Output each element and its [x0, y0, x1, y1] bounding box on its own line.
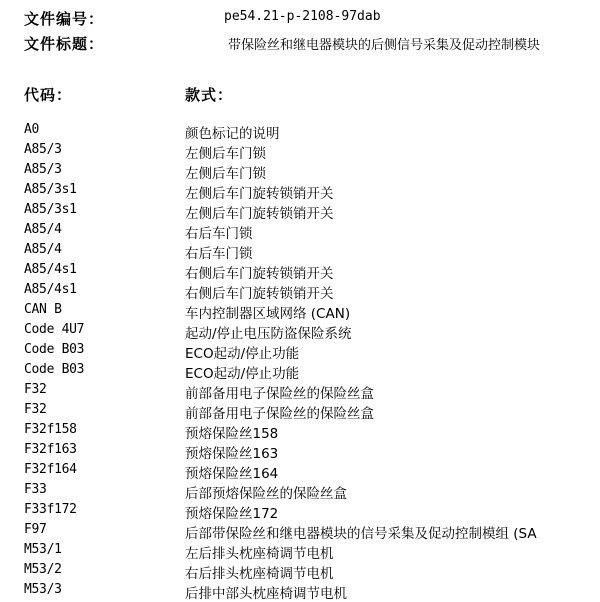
row-description: 左侧后车门旋转锁销开关	[185, 186, 334, 202]
row-code: F32	[24, 402, 47, 417]
row-code: CAN B	[24, 302, 62, 317]
row-description: 右侧后车门旋转锁销开关	[185, 266, 334, 282]
table-row	[24, 341, 600, 361]
row-description: 左侧后车门锁	[185, 146, 266, 162]
description-column-header: 款式：	[185, 86, 234, 104]
row-description: 起动/停止电压防盗保险系统	[185, 326, 352, 342]
table-row	[24, 561, 600, 581]
row-code: A85/3s1	[24, 182, 77, 197]
table-row	[24, 201, 600, 221]
file-title-value: 带保险丝和继电器模块的后侧信号采集及促动控制模块	[228, 38, 541, 53]
row-code: A85/3	[24, 162, 62, 177]
row-description: ECO起动/停止功能	[185, 366, 300, 382]
table-row	[24, 121, 600, 141]
row-description: 前部备用电子保险丝的保险丝盒	[185, 386, 374, 402]
table-row	[24, 281, 600, 301]
row-description: 车内控制器区域网络 (CAN)	[185, 306, 351, 322]
row-description: 后排中部头枕座椅调节电机	[185, 586, 347, 602]
table-row	[24, 501, 600, 521]
table-row	[24, 361, 600, 381]
row-code: F32f158	[24, 422, 77, 437]
code-column-header: 代码：	[24, 86, 73, 104]
column-headers	[24, 84, 600, 106]
row-code: A85/3	[24, 142, 62, 157]
row-code: A85/4	[24, 222, 62, 237]
table-row	[24, 581, 600, 601]
row-code: F33	[24, 482, 47, 497]
table-row	[24, 541, 600, 561]
row-code: A85/4	[24, 242, 62, 257]
row-description: 后部带保险丝和继电器模块的信号采集及促动控制模组 (SA	[185, 526, 537, 542]
file-title-row	[24, 33, 600, 53]
file-number-label: 文件编号：	[24, 10, 105, 28]
row-description: 左后排头枕座椅调节电机	[185, 546, 334, 562]
table-row	[24, 401, 600, 421]
file-number-row	[24, 8, 600, 28]
row-description: 左侧后车门旋转锁销开关	[185, 206, 334, 222]
code-table	[24, 121, 600, 601]
row-description: 右后车门锁	[185, 246, 253, 262]
row-code: F33f172	[24, 502, 77, 517]
row-code: F32f163	[24, 442, 77, 457]
row-description: 右后车门锁	[185, 226, 253, 242]
row-code: Code 4U7	[24, 322, 85, 337]
row-code: F32	[24, 382, 47, 397]
row-description: 右侧后车门旋转锁销开关	[185, 286, 334, 302]
table-row	[24, 261, 600, 281]
table-row	[24, 481, 600, 501]
row-description: 预熔保险丝164	[185, 466, 279, 482]
table-row	[24, 421, 600, 441]
row-description: 后部预熔保险丝的保险丝盒	[185, 486, 347, 502]
row-code: Code B03	[24, 362, 85, 377]
row-code: F32f164	[24, 462, 77, 477]
table-row	[24, 321, 600, 341]
row-description: 预熔保险丝158	[185, 426, 279, 442]
row-description: ECO起动/停止功能	[185, 346, 300, 362]
row-description: 颜色标记的说明	[185, 126, 280, 142]
row-code: M53/1	[24, 542, 62, 557]
table-row	[24, 521, 600, 541]
row-code: A85/4s1	[24, 282, 77, 297]
table-row	[24, 441, 600, 461]
row-code: M53/3	[24, 582, 62, 597]
table-row	[24, 181, 600, 201]
row-description: 前部备用电子保险丝的保险丝盒	[185, 406, 374, 422]
row-description: 右后排头枕座椅调节电机	[185, 566, 334, 582]
row-description: 预熔保险丝172	[185, 506, 279, 522]
table-row	[24, 461, 600, 481]
table-row	[24, 161, 600, 181]
row-description: 左侧后车门锁	[185, 166, 266, 182]
table-row	[24, 241, 600, 261]
row-code: F97	[24, 522, 47, 537]
table-row	[24, 301, 600, 321]
row-code: A85/4s1	[24, 262, 77, 277]
file-title-label: 文件标题：	[24, 35, 105, 53]
row-code: M53/2	[24, 562, 62, 577]
row-code: Code B03	[24, 342, 85, 357]
table-row	[24, 221, 600, 241]
row-description: 预熔保险丝163	[185, 446, 279, 462]
table-row	[24, 141, 600, 161]
table-row	[24, 381, 600, 401]
row-code: A0	[24, 122, 40, 137]
row-code: A85/3s1	[24, 202, 77, 217]
file-number-value: pe54.21-p-2108-97dab	[224, 9, 381, 24]
